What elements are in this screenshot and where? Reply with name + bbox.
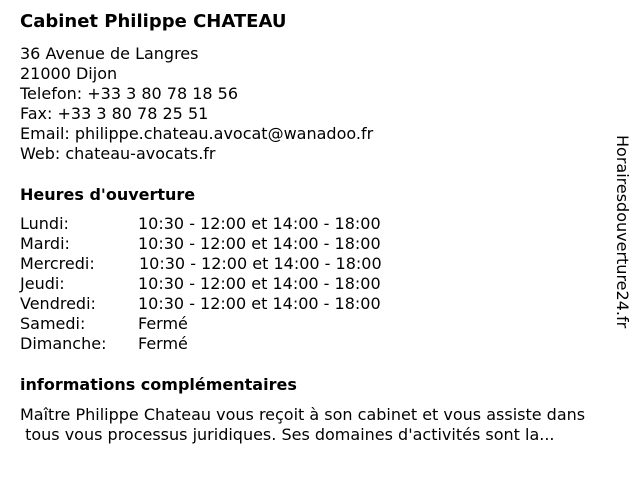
contact-block — [20, 44, 373, 164]
phone-number: Telefon: +33 3 80 78 18 56 — [20, 84, 239, 103]
website: Web: chateau-avocats.fr — [20, 144, 216, 163]
watermark — [610, 135, 638, 345]
day-label: Vendredi: — [20, 294, 96, 313]
day-label: Mardi: — [20, 234, 70, 253]
watermark-text: Horairesdouverture24.fr — [613, 135, 632, 329]
fax-number: Fax: +33 3 80 78 25 51 — [20, 104, 209, 123]
time-range: 10:30 - 12:00 et 14:00 - 18:00 — [138, 214, 381, 233]
time-range: 10:30 - 12:00 et 14:00 - 18:00 — [138, 294, 381, 313]
day-label: Mercredi: — [20, 254, 95, 273]
hours-heading: Heures d'ouverture — [20, 185, 196, 204]
description — [20, 405, 635, 445]
time-range: Fermé — [138, 314, 188, 333]
address-street: 36 Avenue de Langres — [20, 44, 199, 63]
day-label: Lundi: — [20, 214, 69, 233]
day-label: Samedi: — [20, 314, 86, 333]
time-range: 10:30 - 12:00 et 14:00 - 18:00 — [138, 234, 381, 253]
description-line: Maître Philippe Chateau vous reçoit à son cabinet et vous assiste dans — [20, 405, 586, 424]
day-label: Dimanche: — [20, 334, 107, 353]
time-range: 10:30 - 12:00 et 14:00 - 18:00 — [138, 274, 381, 293]
email-address: Email: philippe.chateau.avocat@wanadoo.fr — [20, 124, 374, 143]
time-range: Fermé — [138, 334, 188, 353]
address-city: 21000 Dijon — [20, 64, 118, 83]
page-title: Cabinet Philippe CHATEAU — [20, 11, 287, 32]
description-line: tous vous processus juridiques. Ses domaines d'activités sont la... — [20, 425, 555, 444]
day-label: Jeudi: — [20, 274, 65, 293]
info-heading: informations complémentaires — [20, 375, 297, 394]
time-range: 10:30 - 12:00 et 14:00 - 18:00 — [139, 254, 382, 273]
